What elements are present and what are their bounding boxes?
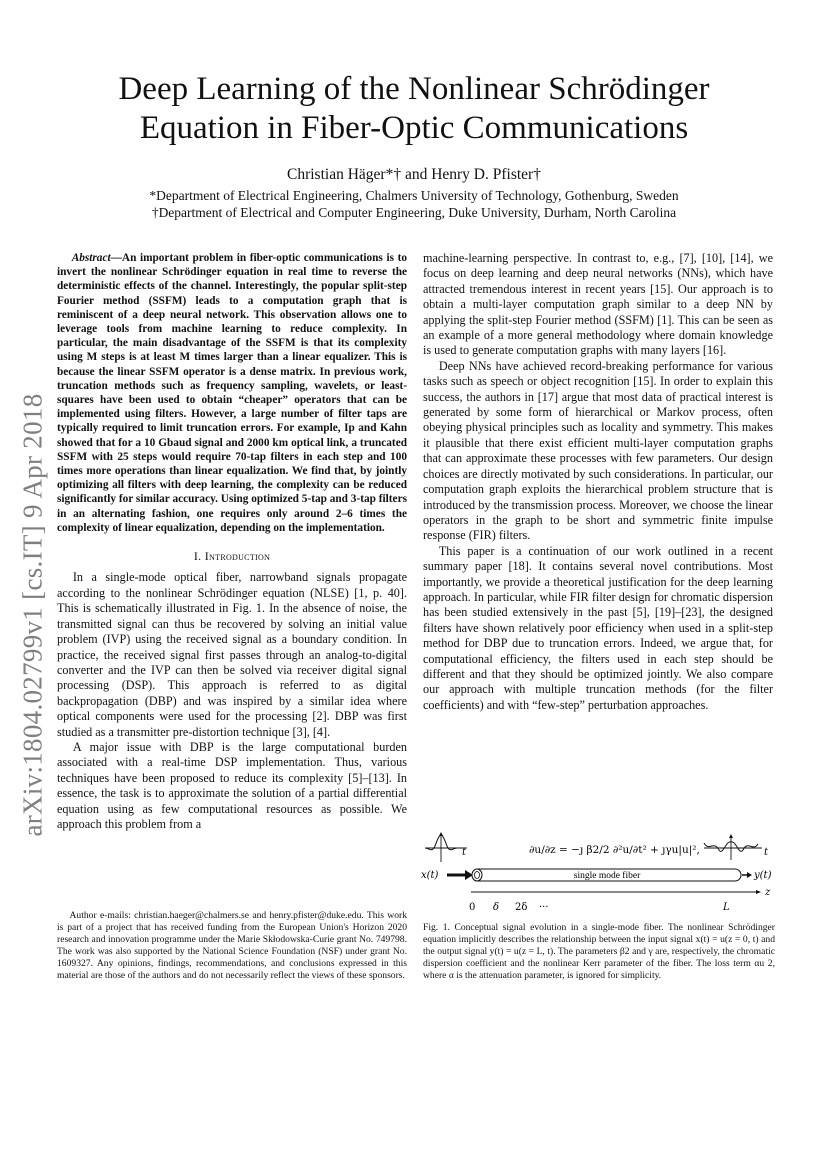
tick-0: 0 [469,902,476,913]
input-pulse-plot [425,832,467,862]
body-paragraph: In a single-mode optical fiber, narrowband signals propagate according to the nonlinear Schrödinger equation (NLSE) [1, p. 40]. This is schematically illustrated in Fig. 1. In the absence of noise, the transmitted signal can thus be recovered by solving an initial value problem (IVP) using the received signal as a boundary condition. In practice, the received signal first passes through an analog-to-digital converter and the IVP can then be solved via receiver digital signal processing (DSP). This approach is referred to as digital backpropagation (DBP) and was inspired by a similar idea where optical components were used for the processing [2]. DBP was first studied as a transmitter pre-distortion technique [3], [4]. [57,570,407,739]
tick-2delta: 2δ [515,902,528,913]
body-paragraph: A major issue with DBP is the large computational burden associated with a real-time DSP implementation. Thus, various techniques have been proposed to reduce its complexity [5]–[13]. In essence, the task is to approximate the solution of a partial differential equation using as few computational resources as possible. We approach this problem from a [57,739,407,831]
footnote-text: Author e-mails: christian.haeger@chalmers.se and henry.pfister@duke.edu. This work is part of a project that has received funding from the European Union's Horizon 2020 research and innovation programme under the Marie Skłodowska-Curie grant No. 749798. The work was also supported by the National Science Foundation (NSF) under grant No. 1609327. Any opinions, findings, recommendations, and conclusions expressed in this material are those of the authors and do not necessarily reflect the views of these sponsors. [57,910,407,981]
input-signal-label: x(t) [421,870,439,881]
tick-L: L [723,902,730,913]
tick-dots: ··· [539,902,549,913]
output-signal-label: y(t) [754,870,772,881]
tick-delta: δ [493,902,500,913]
left-column [57,251,407,832]
right-column [423,251,773,713]
axis-t-left-label: t [462,847,467,858]
figure-1-caption: Fig. 1. Conceptual signal evolution in a single-mode fiber. The nonlinear Schrödinger equation implicitly describes the relationship between the input signal x(t) = u(z = 0, t) and the output signal y(t) = u(z = L, t). The parameters β2 and γ are, respectively, the chromatic dispersion coefficient and the nonlinear Kerr parameter of the fiber. The loss term αu 2, where α is the attenuation parameter, is ignored for simplicity. [423,922,775,981]
output-pulse-plot [704,834,769,860]
section-heading-introduction: I. Introduction [193,549,271,564]
nlse-equation: ∂u/∂z = −ȷ β2/2 ∂²u/∂t² + ȷγu|u|², [529,844,700,856]
figure-1-diagram [417,826,779,921]
body-paragraph: Deep NNs have achieved record-breaking performance for various tasks such as speech or object recognition [15]. In order to explain this success, the authors in [17] argue that most data of practical interest is generated by some form of hierarchical or Markov process, often obeying physical principles such as locality and symmetry. This makes it plausible that there exist efficient multi-layer computation graphs that can approximate these processes with few parameters. Our design choices are directly motivated by such considerations. In particular, our computation graph exploits the hierarchical problem structure that is introduced by the transmission process. Moreover, we choose the linear operators in the graph to be short and symmetric finite impulse response (FIR) filters. [423,358,773,543]
body-paragraph: This paper is a continuation of our work outlined in a recent summary paper [18]. It contains several novel contributions. Most importantly, we provide a theoretical justification for the deep learning approach. In particular, while FIR filter design for chromatic dispersion has been studied extensively in the past [5], [19]–[23], the designed filters have shown relatively poor efficiency when used in a split-step method for DBP due to truncation errors. Indeed, we argue that, for computational efficiency, the filters used in each step should be different and that they should be optimized jointly. We also compare our approach with multiple truncation methods (for the filter coefficients) and with “few-step” perturbation approaches. [423,543,773,712]
fiber-label: single mode fiber [573,871,641,881]
abstract-text: —An important problem in fiber-optic communications is to invert the nonlinear Schrödinger equation in real time to reverse the deterministic effects of the channel. Interestingly, the popular split-step Fourier method (SSFM) leads to a computation graph that is reminiscent of a deep neural network. This observation allows one to leverage tools from machine learning to reduce complexity. In particular, the main disadvantage of the SSFM is that its complexity using M steps is at least M times larger than a linear equalizer. This is because the linear SSFM operator is a dense matrix. In previous work, truncation methods such as frequency sampling, wavelets, or least-squares have been used to obtain “cheaper” operators that can be implemented using filters. However, a large number of filter taps are typically required to limit truncation errors. For example, Ip and Kahn showed that for a 10 Gbaud signal and 2000 km optical link, a truncated SSFM with 25 steps would require 70-tap filters in each step and 100 times more operations than linear equalization. We find that, by jointly optimizing all filters with deep learning, the complexity can be reduced significantly for similar accuracy. Using optimized 5-tap and 3-tap filters in an alternating fashion, one requires only around 2–6 times the complexity of linear equalization, depending on the implementation. [57,252,407,534]
fiber-body [472,869,741,881]
author-line: Christian Häger*† and Henry D. Pfister† [287,166,541,183]
axis-t-right-label: t [764,847,769,858]
affiliation-1: *Department of Electrical Engineering, Chalmers University of Technology, Gothenburg, Sweden [149,188,679,203]
affiliation-2: †Department of Electrical and Computer Engineering, Duke University, Durham, North Carolina [151,205,677,220]
abstract [57,251,407,535]
axis-z-label: z [765,887,771,898]
footnote [57,910,407,982]
arxiv-id: arXiv:1804.02799v1 [cs.IT] 9 Apr 2018 [17,393,48,837]
body-paragraph: machine-learning perspective. In contrast to, e.g., [7], [10], [14], we focus on deep learning and deep neural networks (NNs), which have attracted tremendous interest in recent years [15]. Our approach is to obtain a multi-layer computation graph similar to a deep NN by applying the split-step Fourier method (SSFM) [1]. This can be seen as an example of a more general methodology where domain knowledge is used to generate computation graphs with many layers [16]. [423,251,773,358]
paper-title: Deep Learning of the Nonlinear Schrödinger Equation in Fiber-Optic Communications [118,71,710,146]
arxiv-watermark [8,380,58,850]
abstract-label: Abstract [71,252,111,264]
